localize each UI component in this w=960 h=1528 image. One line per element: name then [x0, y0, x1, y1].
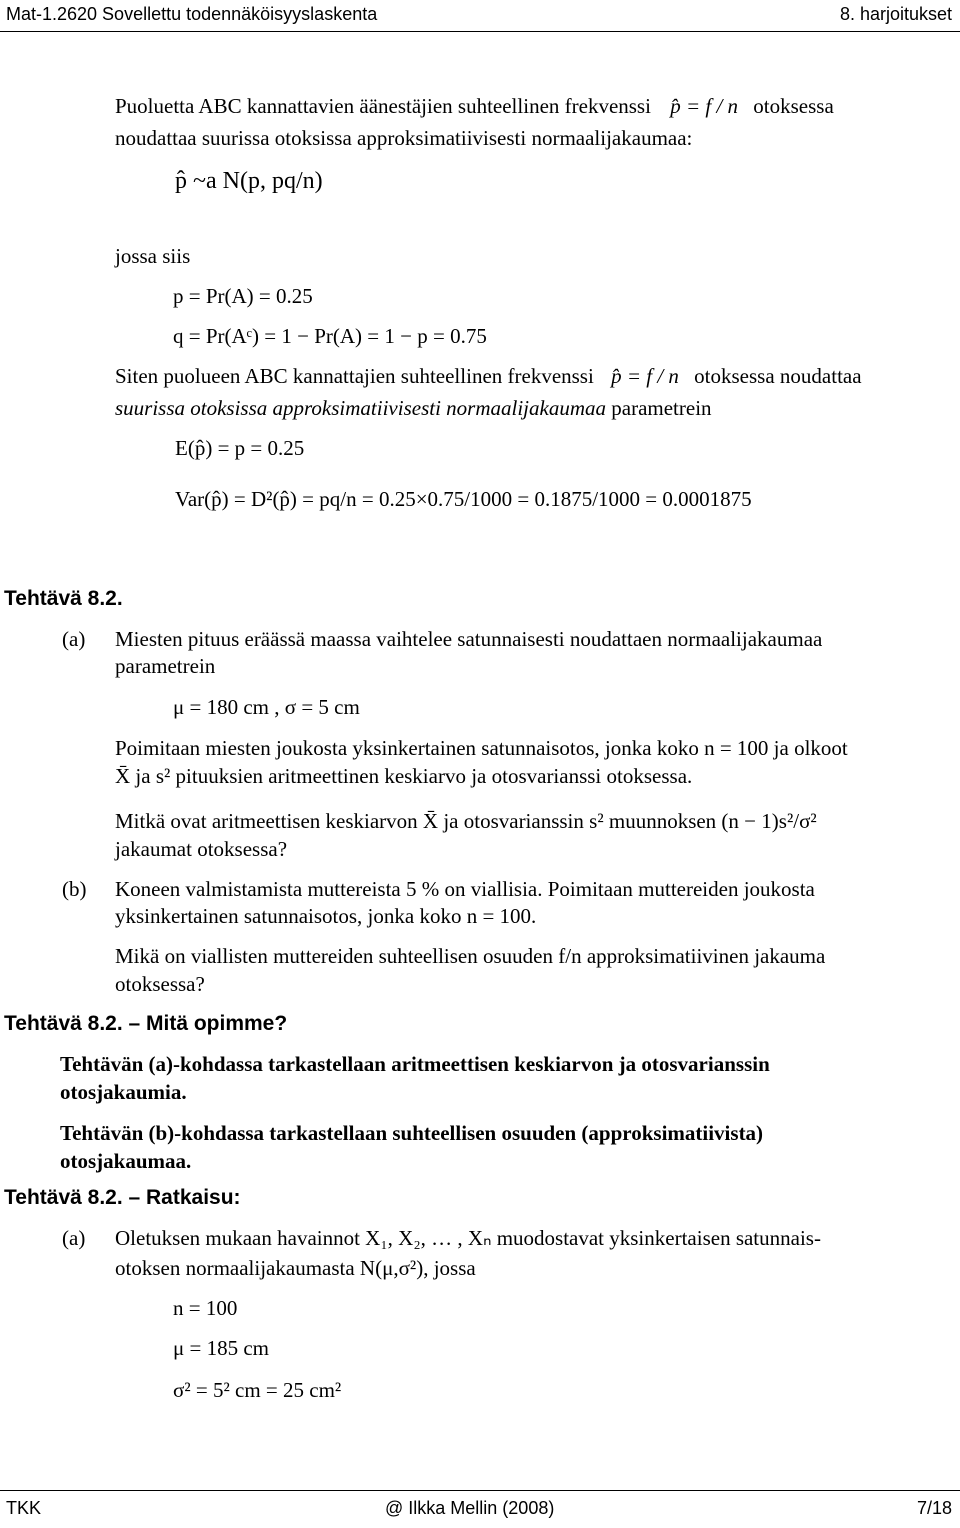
task-b-label: (b) [62, 877, 87, 901]
intro-line1-formula: p̂ = f / n [670, 94, 739, 118]
p-definition: p = Pr(A) = 0.25 [173, 284, 313, 308]
solution-n: n = 100 [173, 1296, 238, 1320]
learn-heading: Tehtävä 8.2. – Mitä opimme? [4, 1012, 288, 1035]
siten-line1 [115, 364, 862, 389]
solution-heading: Tehtävä 8.2. – Ratkaisu: [4, 1186, 241, 1209]
siten-rest: parametrein [611, 396, 712, 420]
q-definition: q = Pr(Aᶜ) = 1 − Pr(A) = 1 − p = 0.75 [173, 324, 487, 348]
exercise-title: 8. harjoitukset [839, 4, 952, 24]
task-heading: Tehtävä 8.2. [4, 587, 123, 610]
learn-line1-cont: otosjakaumia. [60, 1080, 187, 1104]
footer-rule [0, 1490, 960, 1491]
siten-line2 [115, 396, 712, 421]
siten-formula: p̂ = f / n [611, 364, 679, 388]
page-header [0, 0, 960, 32]
solution-line2: otoksen normaalijakaumasta N(μ,σ²), jossa [115, 1256, 476, 1280]
task-a-question-line1: Mitkä ovat aritmeettisen keskiarvon X̄ ja otosvarianssin s² muunnoksen (n − 1)s²/σ² [115, 809, 817, 833]
solution-label: (a) [62, 1226, 86, 1250]
task-a-line1: Miesten pituus eräässä maassa vaihtelee satunnaisesti noudattaen normaalijakaumaa [115, 627, 823, 651]
solution-mu: μ = 185 cm [173, 1336, 270, 1360]
task-b-line1: Koneen valmistamista muttereista 5 % on viallisia. Poimitaan muttereiden joukosta [115, 877, 815, 901]
learn-line1: Tehtävän (a)-kohdassa tarkastellaan aritmeettisen keskiarvon ja otosvarianssin [60, 1052, 770, 1076]
intro-line1-end: otoksessa [753, 94, 834, 118]
task-a-line2: parametrein [115, 654, 216, 678]
task-b-question-line1: Mikä on viallisten muttereiden suhteellisen osuuden f/n approksimatiivinen jakauma [115, 944, 826, 968]
jossa-label: jossa siis [115, 244, 191, 268]
expectation-formula: E(p̂) = p = 0.25 [175, 436, 305, 460]
learn-line2-cont: otosjakaumaa. [60, 1149, 192, 1173]
task-a-p2-line1: Poimitaan miesten joukosta yksinkertainen satunnaisotos, jonka koko n = 100 ja olkoot [115, 736, 848, 760]
siten-end: otoksessa noudattaa [694, 364, 862, 388]
task-a-question-line2: jakaumat otoksessa? [115, 837, 288, 861]
header-rule [0, 31, 960, 32]
learn-line2: Tehtävän (b)-kohdassa tarkastellaan suhteellisen osuuden (approksimatiivista) [60, 1121, 764, 1145]
intro-line1 [115, 94, 834, 119]
intro-line2: noudattaa suurissa otoksissa approksimatiivisesti normaalijakaumaa: [115, 126, 693, 150]
siten-italic: suurissa otoksissa approksimatiivisesti normaalijakaumaa [115, 396, 606, 420]
task-a-p2-line2: X̄ ja s² pituuksien aritmeettinen keskiarvo ja otosvarianssi otoksessa. [115, 764, 693, 788]
intro-line1-text: Puoluetta ABC kannattavien äänestäjien suhteellinen frekvenssi [115, 94, 651, 118]
distribution-formula: p̂ ~a N(p, pq/n) [175, 168, 323, 194]
task-b-question-line2: otoksessa? [115, 972, 205, 996]
task-b-line2: yksinkertainen satunnaisotos, jonka koko n = 100. [115, 904, 537, 928]
footer-center: @ Ilkka Mellin (2008) [385, 1498, 555, 1518]
variance-formula: Var(p̂) = D²(p̂) = pq/n = 0.25×0.75/1000 = 0.1875/1000 = 0.0001875 [175, 487, 752, 511]
footer-left: TKK [6, 1498, 42, 1518]
solution-line1: Oletuksen mukaan havainnot X₁, X₂, … , Xₙ muodostavat yksinkertaisen satunnais- [115, 1226, 821, 1250]
siten-text: Siten puolueen ABC kannattajien suhteellinen frekvenssi [115, 364, 594, 388]
footer-page: 7/18 [916, 1498, 952, 1518]
course-title: Mat-1.2620 Sovellettu todennäköisyyslaskenta [6, 4, 378, 24]
task-a-params: μ = 180 cm , σ = 5 cm [173, 695, 360, 719]
task-a-label: (a) [62, 627, 86, 651]
solution-sigma: σ² = 5² cm = 25 cm² [173, 1378, 342, 1402]
